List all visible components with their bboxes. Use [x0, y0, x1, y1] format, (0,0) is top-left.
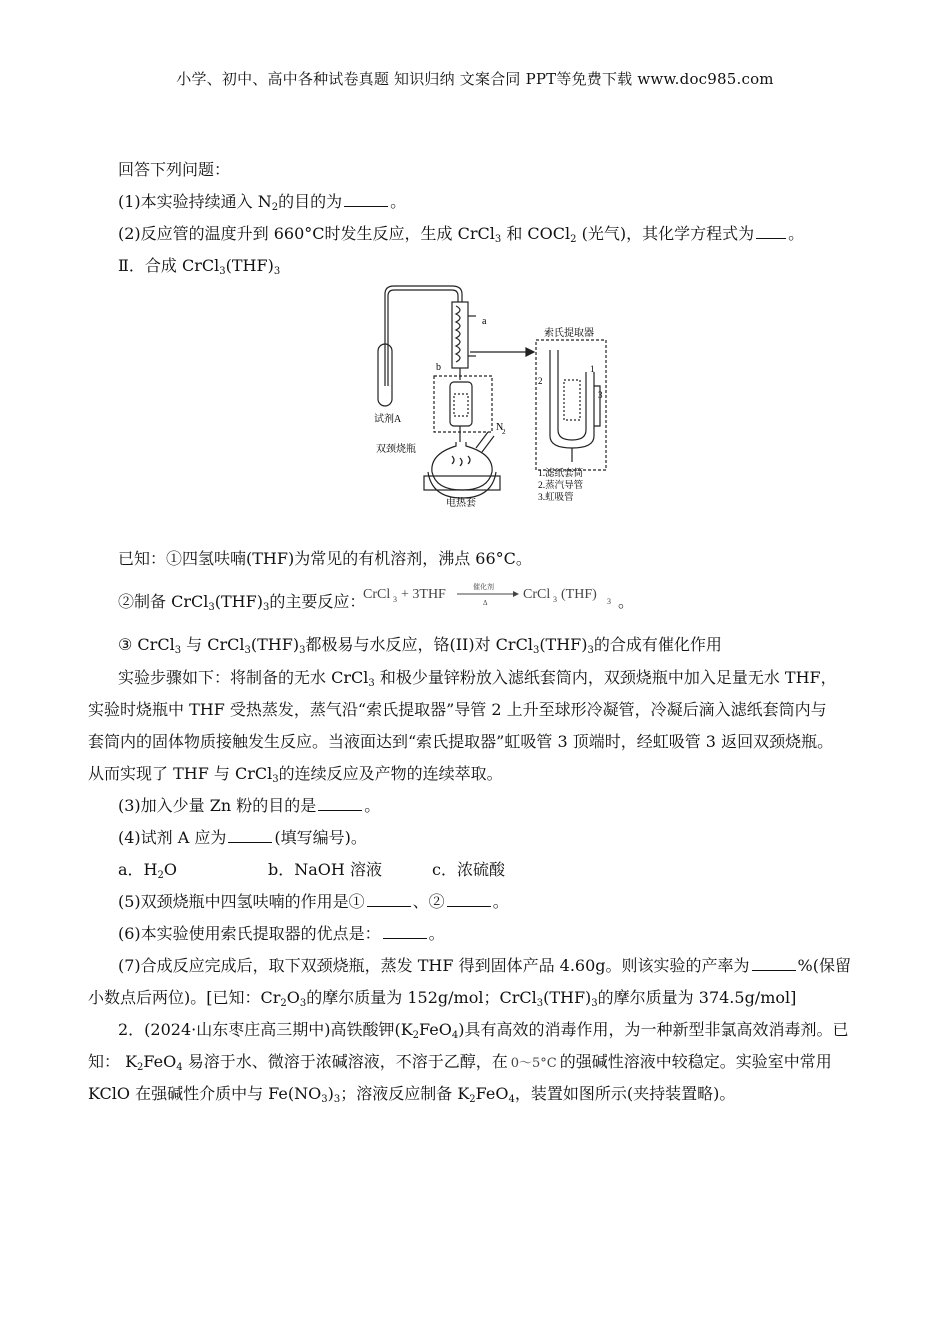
svg-text:3: 3 — [553, 595, 557, 604]
page-header: 小学、初中、高中各种试卷真题 知识归纳 文案合同 PPT等免费下载 www.doc985.com — [176, 70, 774, 88]
soxhlet-apparatus-diagram — [372, 276, 612, 510]
question-4: (4)试剂 A 应为 (填写编号)。 — [118, 828, 367, 847]
problem-2-line-2: 知： $K_2FeO_4$ 易溶于水、微溶于浓碱溶液，不溶于乙醇，在 0～5°C 的强碱性溶液中较稳定。实验室中常用 — [88, 1052, 832, 1073]
problem-2-line-3: KClO 在强碱性介质中与 $Fe(NO_3)_3$；溶液反应制备 $K_2FeO_4$，装置如图所示(夹持装置略)。 — [88, 1084, 736, 1105]
svg-text:索氏提取器: 索氏提取器 — [544, 328, 594, 339]
svg-text:3: 3 — [607, 597, 611, 606]
svg-text:CrCl: CrCl — [363, 587, 391, 602]
svg-text:3: 3 — [598, 390, 603, 400]
svg-text:(THF): (THF) — [561, 587, 597, 602]
intro-line: 回答下列问题： — [118, 160, 231, 179]
question-5: (5)双颈烧瓶中四氢呋喃的作用是① 、② 。 — [118, 892, 509, 911]
known-3: ③ CrCl$_3$ 与 $CrCl_3(THF)_3$都极易与水反应，铬(II)对 $CrCl_3(THF)_3$的合成有催化作用 — [118, 635, 722, 656]
svg-text:1.滤纸套筒: 1.滤纸套筒 — [538, 469, 584, 479]
question-3: (3)加入少量 Zn 粉的目的是 。 — [118, 796, 381, 815]
answer-blank — [752, 956, 796, 971]
answer-blank — [344, 192, 388, 207]
problem-2-line-1: 2．(2024·山东枣庄高三期中)高铁酸钾$(K_2FeO_4)$具有高效的消毒作用，为一种新型非氯高效消毒剂。已 — [118, 1020, 849, 1041]
option-b: b．NaOH 溶液 — [268, 860, 382, 879]
step-line-2: 实验时烧瓶中 THF 受热蒸发，蒸气沿“索氏提取器”导管 2 上升至球形冷凝管，冷凝后滴入滤纸套筒内与 — [88, 700, 827, 719]
svg-text:Δ: Δ — [483, 599, 488, 607]
svg-text:1: 1 — [590, 364, 595, 374]
svg-text:2: 2 — [502, 428, 506, 436]
option-a: a．$H_2O$ — [118, 860, 177, 881]
answer-blank — [367, 892, 411, 907]
svg-text:试剂A: 试剂A — [374, 414, 402, 425]
question-2: (2)反应管的温度升到 660°C时发生反应，生成 CrCl$_3$ 和 COCl$_2$ (光气)，其化学方程式为 。 — [118, 224, 805, 245]
step-line-3: 套筒内的固体物质接触发生反应。当液面达到“索氏提取器”虹吸管 3 顶端时，经虹吸管 3 返回双颈烧瓶。 — [88, 732, 834, 751]
known-2: ②制备 $CrCl_3(THF)_3$的主要反应： — [118, 592, 366, 613]
question-7-cont: 小数点后两位)。[已知：$Cr_2O_3$的摩尔质量为 152g/mol；$CrCl_3(THF)_3$的摩尔质量为 374.5g/mol] — [88, 988, 797, 1009]
svg-text:电热套: 电热套 — [446, 498, 476, 509]
answer-blank — [447, 892, 491, 907]
question-6: (6)本实验使用索氏提取器的优点是： 。 — [118, 924, 445, 943]
svg-text:3.虹吸管: 3.虹吸管 — [538, 493, 574, 503]
option-c: c．浓硫酸 — [432, 860, 505, 879]
step-line-1: 实验步骤如下：将制备的无水 CrCl$_3$ 和极少量锌粉放入滤纸套筒内，双颈烧瓶中加入足量无水 THF， — [118, 668, 837, 689]
svg-text:CrCl: CrCl — [523, 587, 551, 602]
question-1: (1)本实验持续通入 $N_2$的目的为 。 — [118, 192, 407, 213]
svg-text:b: b — [436, 362, 441, 373]
svg-text:2.蒸汽导管: 2.蒸汽导管 — [538, 481, 584, 491]
svg-text:+ 3THF: + 3THF — [401, 587, 446, 602]
known-2-end: 。 — [618, 592, 635, 611]
svg-text:双颈烧瓶: 双颈烧瓶 — [376, 444, 416, 455]
section-2-title: Ⅱ．合成 $CrCl_3(THF)_3$ — [118, 256, 281, 277]
answer-blank — [318, 796, 362, 811]
answer-blank — [756, 224, 786, 239]
step-line-4: 从而实现了 THF 与 CrCl$_3$的连续反应及产物的连续萃取。 — [88, 764, 503, 785]
answer-blank — [383, 924, 427, 939]
svg-text:a: a — [482, 316, 487, 327]
answer-blank — [228, 828, 272, 843]
reaction-equation — [363, 582, 633, 610]
svg-text:2: 2 — [538, 376, 543, 386]
known-1: 已知：①四氢呋喃(THF)为常见的有机溶剂，沸点 66°C。 — [118, 549, 532, 568]
question-7: (7)合成反应完成后，取下双颈烧瓶，蒸发 THF 得到固体产品 4.60g。则该实验的产率为 %(保留 — [118, 956, 851, 975]
svg-text:3: 3 — [393, 595, 397, 604]
svg-text:N: N — [496, 422, 504, 433]
svg-text:催化剂: 催化剂 — [473, 583, 494, 591]
